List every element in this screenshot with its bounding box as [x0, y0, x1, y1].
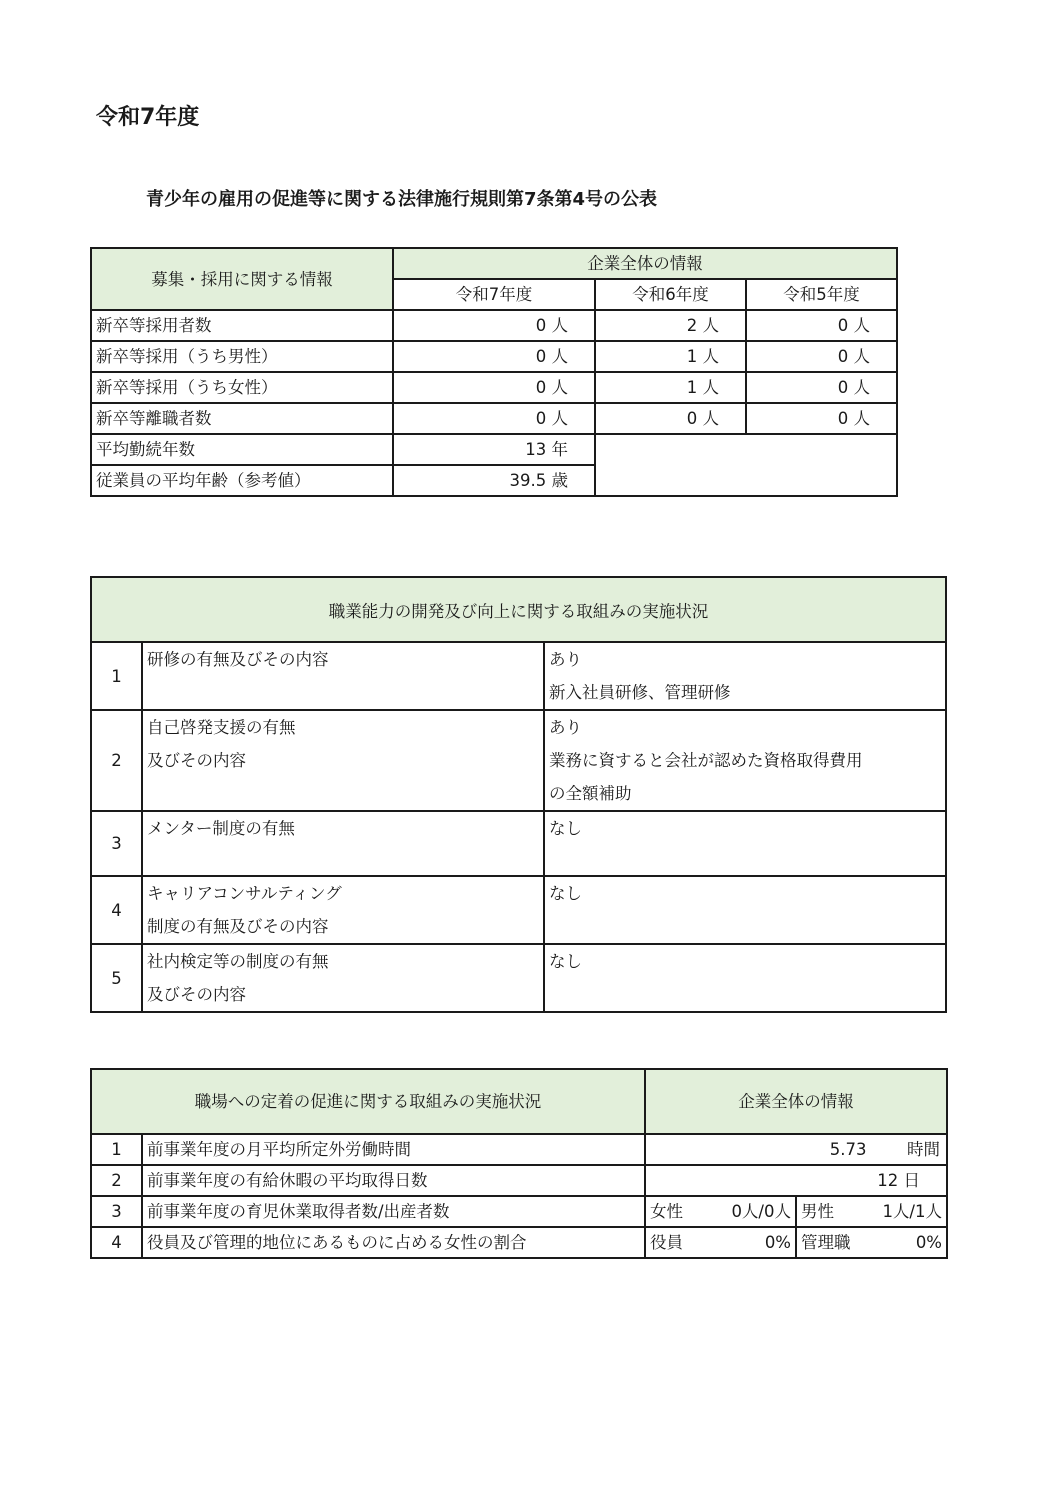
- row-number: 4: [91, 876, 142, 944]
- item-text: 及びその内容: [147, 985, 246, 1004]
- table-row: [91, 1227, 947, 1258]
- status-cell: [544, 642, 946, 710]
- cell-value: [645, 1196, 796, 1227]
- row-number: 5: [91, 944, 142, 1012]
- table-row: [91, 372, 897, 403]
- cell-value: [645, 1134, 947, 1165]
- retention-table: [90, 1068, 948, 1259]
- row-label: 新卒等離職者数: [91, 403, 393, 434]
- cell-value: 0 人: [393, 341, 595, 372]
- cell-value: 0 人: [746, 372, 897, 403]
- cell-value: 1 人: [595, 341, 746, 372]
- row-label: 新卒等採用者数: [91, 310, 393, 341]
- cell-value: 0 人: [393, 372, 595, 403]
- item-text: メンター制度の有無: [147, 819, 295, 838]
- overtime-unit: 時間: [907, 1140, 940, 1159]
- recruit-group-header: 企業全体の情報: [393, 248, 897, 279]
- retention-header: 職場への定着の促進に関する取組みの実施状況: [91, 1069, 645, 1134]
- table-row: [91, 1165, 947, 1196]
- item-text: 制度の有無及びその内容: [147, 917, 329, 936]
- table-row: [91, 403, 897, 434]
- cell-value: 0 人: [595, 403, 746, 434]
- cell-value: 0 人: [746, 310, 897, 341]
- table-row: [91, 1196, 947, 1227]
- table-row: [91, 876, 946, 944]
- row-label: 前事業年度の月平均所定外労働時間: [142, 1134, 645, 1165]
- overtime-value: 5.73: [829, 1140, 867, 1159]
- row-label: 新卒等採用（うち男性）: [91, 341, 393, 372]
- status-text: あり: [549, 718, 582, 737]
- status-text: 業務に資すると会社が認めた資格取得費用: [549, 751, 863, 770]
- row-label: 平均勤続年数: [91, 434, 393, 465]
- cell-value: 0 人: [393, 310, 595, 341]
- cell-value: 2 人: [595, 310, 746, 341]
- status-text: なし: [549, 819, 582, 838]
- cell-value: 1 人: [595, 372, 746, 403]
- item-cell: [142, 876, 544, 944]
- cell-value: 12 日: [645, 1165, 947, 1196]
- development-header: 職業能力の開発及び向上に関する取組みの実施状況: [91, 577, 946, 642]
- row-number: 3: [91, 811, 142, 876]
- row-label: 新卒等採用（うち女性）: [91, 372, 393, 403]
- row-number: 4: [91, 1227, 142, 1258]
- item-text: 及びその内容: [147, 751, 246, 770]
- row-number: 2: [91, 1165, 142, 1196]
- row-label: 前事業年度の育児休業取得者数/出産者数: [142, 1196, 645, 1227]
- cell-value: [796, 1196, 947, 1227]
- item-text: 社内検定等の制度の有無: [147, 952, 329, 971]
- row-number: 1: [91, 1134, 142, 1165]
- sub-label: 管理職: [801, 1233, 851, 1252]
- row-number: 3: [91, 1196, 142, 1227]
- item-cell: [142, 642, 544, 710]
- cell-value: 0 人: [746, 341, 897, 372]
- cell-value: 13 年: [393, 434, 595, 465]
- status-cell: [544, 944, 946, 1012]
- sub-label: 女性: [650, 1202, 683, 1221]
- sub-value: 0%: [764, 1233, 791, 1252]
- row-label: 役員及び管理的地位にあるものに占める女性の割合: [142, 1227, 645, 1258]
- year-header: 令和5年度: [746, 279, 897, 310]
- row-label: 前事業年度の有給休暇の平均取得日数: [142, 1165, 645, 1196]
- page-title: 令和7年度: [96, 105, 200, 130]
- sub-value: 0人/0人: [731, 1202, 791, 1221]
- cell-value: [645, 1227, 796, 1258]
- sub-value: 1人/1人: [882, 1202, 942, 1221]
- empty-cell: [595, 434, 897, 496]
- row-label: 従業員の平均年齢（参考値）: [91, 465, 393, 496]
- cell-value: 0 人: [393, 403, 595, 434]
- cell-value: [796, 1227, 947, 1258]
- table-row: [91, 341, 897, 372]
- item-text: 自己啓発支援の有無: [147, 718, 296, 737]
- year-header: 令和6年度: [595, 279, 746, 310]
- year-header: 令和7年度: [393, 279, 595, 310]
- document-subtitle: 青少年の雇用の促進等に関する法律施行規則第7条第4号の公表: [146, 189, 658, 210]
- status-text: なし: [549, 884, 582, 903]
- cell-value: 0 人: [746, 403, 897, 434]
- retention-info-header: 企業全体の情報: [645, 1069, 947, 1134]
- item-text: キャリアコンサルティング: [147, 884, 342, 903]
- status-cell: [544, 876, 946, 944]
- recruit-row-header: 募集・採用に関する情報: [91, 248, 393, 310]
- sub-label: 男性: [801, 1202, 834, 1221]
- item-text: 研修の有無及びその内容: [147, 650, 329, 669]
- table-row: [91, 1134, 947, 1165]
- sub-value: 0%: [915, 1233, 942, 1252]
- sub-label: 役員: [650, 1233, 683, 1252]
- status-text: 新入社員研修、管理研修: [549, 683, 731, 702]
- table-row: [91, 811, 946, 876]
- row-number: 2: [91, 710, 142, 811]
- status-text: なし: [549, 952, 582, 971]
- item-cell: [142, 710, 544, 811]
- status-cell: [544, 811, 946, 876]
- status-cell: [544, 710, 946, 811]
- status-text: あり: [549, 650, 582, 669]
- row-number: 1: [91, 642, 142, 710]
- recruitment-table: [90, 247, 898, 497]
- status-text: の全額補助: [549, 784, 632, 803]
- item-cell: [142, 811, 544, 876]
- cell-value: 39.5 歳: [393, 465, 595, 496]
- table-row: [91, 710, 946, 811]
- table-row: [91, 434, 897, 465]
- table-row: [91, 944, 946, 1012]
- item-cell: [142, 944, 544, 1012]
- table-row: [91, 310, 897, 341]
- development-table: [90, 576, 947, 1013]
- table-row: [91, 642, 946, 710]
